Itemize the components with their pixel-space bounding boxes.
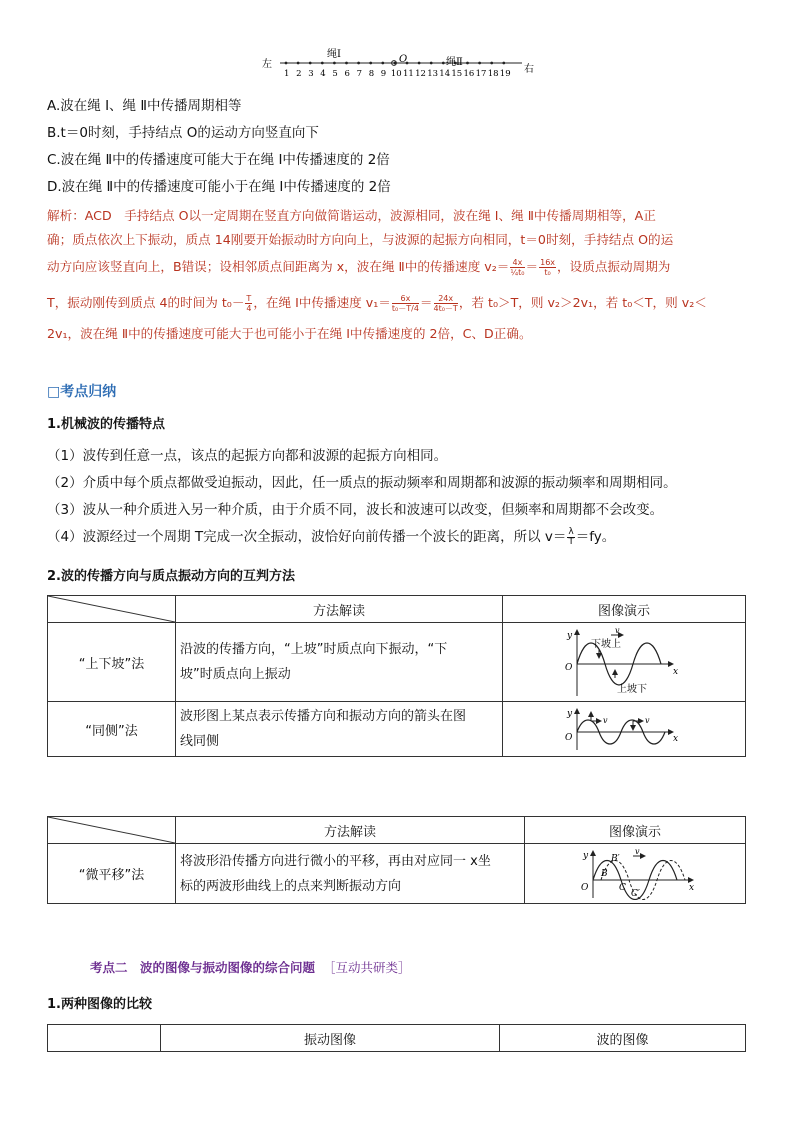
rope-point xyxy=(466,62,469,65)
svg-text:上坡下: 上坡下 xyxy=(617,684,647,695)
point-4: （4）波源经过一个周期 T完成一次全振动，波恰好向前传播一个波长的距离，所以 v＝ $\frac{\lambda}{T}$ ＝fy。 xyxy=(47,526,616,547)
heading-2: 2.波的传播方向与质点振动方向的互判方法 xyxy=(47,569,295,584)
svg-text:x: x xyxy=(689,882,695,893)
figure-cell xyxy=(503,623,746,702)
rope-point xyxy=(321,62,324,65)
figure-cell xyxy=(525,844,746,904)
rope-point xyxy=(478,62,481,65)
rope-point-label: 16 xyxy=(463,69,475,79)
rope-point-label: 8 xyxy=(368,69,375,79)
rope-point-label: 9 xyxy=(380,69,387,79)
rope-point-label: 18 xyxy=(487,69,499,79)
svg-text:y: y xyxy=(567,631,573,641)
svg-text:B: B xyxy=(601,868,608,879)
rope-point xyxy=(490,62,493,65)
rope2-label: 绳Ⅱ xyxy=(446,57,463,68)
analysis-line: 2v₁，波在绳 Ⅱ中的传播速度可能大于也可能小于在绳 Ⅰ中传播速度的 2倍，C、D正确。 xyxy=(47,326,532,342)
svg-text:O: O xyxy=(565,733,573,743)
method-name: “上下坡”法 xyxy=(48,623,176,702)
right-label: 右 xyxy=(524,64,534,75)
svg-text:y: y xyxy=(567,709,573,719)
point-3: （3）波从一种介质进入另一种介质，由于介质不同，波长和波速可以改变，但频率和周期都不会改变。 xyxy=(47,502,664,518)
svg-text:B′: B′ xyxy=(611,853,620,864)
rope-point-label: 1 xyxy=(284,69,290,79)
rope-point-label: 19 xyxy=(499,69,511,79)
rope-point-label: 7 xyxy=(356,69,363,79)
svg-text:x: x xyxy=(673,667,679,677)
header-vibration-graph: 振动图像 xyxy=(161,1025,500,1052)
o-label: O xyxy=(399,54,408,65)
rope-point-label: 4 xyxy=(320,69,326,79)
option-b: B.t＝0时刻，手持结点 O的运动方向竖直向下 xyxy=(47,125,319,141)
figure-cell xyxy=(503,702,746,757)
svg-text:y: y xyxy=(583,850,589,861)
same-side-figure xyxy=(563,706,683,752)
rope1-label: 绳Ⅰ xyxy=(327,49,341,60)
rope-point xyxy=(430,62,433,65)
rope-point xyxy=(418,62,421,65)
svg-text:v: v xyxy=(635,847,640,856)
method-desc: 将波形沿传播方向进行微小的平移，再由对应同一 x坐 标的两波形曲线上的点来判断振动方向 xyxy=(176,844,525,904)
rope-point xyxy=(285,62,288,65)
rope-point xyxy=(333,62,336,65)
rope-point xyxy=(345,62,348,65)
analysis-line: 解析：ACD 手持结点 O以一定周期在竖直方向做简谐运动，波源相同，波在绳 Ⅰ、绳 Ⅱ中传播周期相等，A正 xyxy=(47,208,656,223)
point-1: （1）波传到任意一点，该点的起振方向都和波源的起振方向相同。 xyxy=(47,448,448,464)
rope-point-label: 15 xyxy=(451,69,463,79)
rope-figure xyxy=(260,46,540,80)
analysis-line: 动方向应该竖直向上，B错误；设相邻质点间距离为 x，波在绳 Ⅱ中的传播速度 v₂＝ $\frac{4x}{\text{¼t₀}}$ ＝ $\frac{16x}{\text{t₀}}$ ，设质点振动周期为 xyxy=(47,258,671,278)
header-wave-graph: 波的图像 xyxy=(500,1025,746,1052)
header-figure: 图像演示 xyxy=(525,817,746,844)
rope-point-label: 14 xyxy=(439,69,451,79)
heading-3: 1.两种图像的比较 xyxy=(47,997,152,1012)
rope-point xyxy=(442,62,445,65)
diagonal-header-cell xyxy=(48,596,176,623)
rope-point xyxy=(381,62,384,65)
small-shift-figure xyxy=(581,848,701,900)
header-figure: 图像演示 xyxy=(503,596,746,623)
analysis-line: 确；质点依次上下振动，质点 14刚要开始振动时方向向上，与波源的起振方向相同，t＝0时刻，手持结点 O的运 xyxy=(47,231,674,247)
svg-text:v: v xyxy=(603,716,608,725)
rope-point-label: 11 xyxy=(403,69,414,79)
analysis xyxy=(47,204,747,346)
method-desc: 波形图上某点表示传播方向和振动方向的箭头在图 线同侧 xyxy=(176,702,503,757)
rope-point xyxy=(502,62,505,65)
method-name: “微平移”法 xyxy=(48,844,176,904)
header-method: 方法解读 xyxy=(176,817,525,844)
method-table-2 xyxy=(47,816,746,904)
rope-point-label: 17 xyxy=(475,69,487,79)
method-desc: 沿波的传播方向，“上坡”时质点向下振动，“下 坡”时质点向上振动 xyxy=(176,623,503,702)
rope-point-label: 6 xyxy=(344,69,350,79)
section-2-title: 考点二 波的图像与振动图像的综合问题 ［互动共研类］ xyxy=(90,960,411,975)
svg-text:C′: C′ xyxy=(631,888,640,899)
rope-point-label: 10 xyxy=(390,69,402,79)
option-c: C.波在绳 Ⅱ中的传播速度可能大于在绳 Ⅰ中传播速度的 2倍 xyxy=(47,152,390,168)
comparison-table xyxy=(47,1024,746,1052)
svg-text:v: v xyxy=(615,626,620,635)
rope-point xyxy=(369,62,372,65)
method-name: “同侧”法 xyxy=(48,702,176,757)
rope-point-label: 2 xyxy=(296,69,302,79)
svg-text:C: C xyxy=(619,882,626,893)
rope-point-label: 5 xyxy=(332,69,338,79)
left-label: 左 xyxy=(262,59,272,70)
rope-point-label: 12 xyxy=(415,69,426,79)
svg-text:O: O xyxy=(565,663,573,673)
svg-text:下坡上: 下坡上 xyxy=(591,639,621,650)
rope-point xyxy=(309,62,312,65)
svg-text:x: x xyxy=(673,734,679,744)
rope-point-label: 13 xyxy=(427,69,439,79)
uphill-downhill-figure xyxy=(563,626,683,698)
rope-point xyxy=(297,62,300,65)
empty-header-cell xyxy=(48,1025,161,1052)
diagonal-header-cell xyxy=(48,817,176,844)
method-table-1 xyxy=(47,595,746,757)
heading-1: 1.机械波的传播特点 xyxy=(47,417,165,432)
option-d: D.波在绳 Ⅱ中的传播速度可能小于在绳 Ⅰ中传播速度的 2倍 xyxy=(47,179,391,195)
rope-point-label: 3 xyxy=(308,69,314,79)
point-2: （2）介质中每个质点都做受迫振动，因此，任一质点的振动频率和周期都和波源的振动频率和周期相同。 xyxy=(47,475,677,491)
svg-text:v: v xyxy=(645,716,650,725)
svg-text:O: O xyxy=(581,882,589,893)
option-a: A.波在绳 Ⅰ、绳 Ⅱ中传播周期相等 xyxy=(47,98,242,114)
header-method: 方法解读 xyxy=(176,596,503,623)
section-title: □考点归纳 xyxy=(47,384,117,400)
rope-point xyxy=(357,62,360,65)
analysis-line: T，振动刚传到质点 4的时间为 t₀－ $\frac{T}{4}$ ，在绳 Ⅰ中传播速度 v₁＝ $\frac{6x}{\text{t₀－T/4}}$ ＝ $\frac{24x}{\text{4t₀－T}}$ ，若 t₀＞T，则 v₂＞2v₁，若 t₀＜T，则 v₂＜ xyxy=(47,293,707,313)
